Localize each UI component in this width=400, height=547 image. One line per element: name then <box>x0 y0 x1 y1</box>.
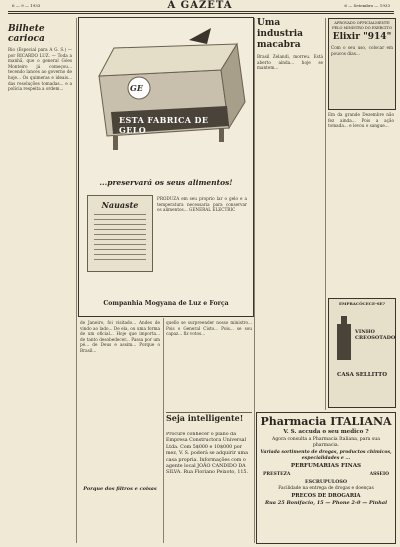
masthead-left-date: 6 — 9 — 1933 <box>12 3 41 8</box>
ad-ge-logo-fineprint <box>94 214 146 262</box>
col4-body: Brasil Zelandi, morreu. Está aberto ainda... hoje se mantem... <box>257 54 323 71</box>
ad-elixir-top: APROVADO OFFICIALMENTE PELO MINISTRO DO EXERCITO <box>332 21 392 30</box>
col4-headline: Uma industria macabra <box>257 18 304 50</box>
pharmacia-footer2: Rua 25 Bonifacio, 15 — Phone 2-0 — Pinhal <box>264 500 388 506</box>
pharmacia-line5: ESCRUPULOSO <box>304 479 348 485</box>
ad-creosotado-top: EMPRACÓCECE-SE? <box>338 301 386 306</box>
col3-body: quello se surpreender nosso ministro... Pois o General Cisto... Pois... se sou capaz... fiz votos... <box>166 320 252 337</box>
ad-creosotado-footer: CASA SELLITTO <box>336 372 388 378</box>
col-divider-4 <box>325 18 326 410</box>
ad-ge-side-text: PRODUZA em seu proprio lar o gelo e a temperatura necessaria para conservar os alimentos... GENERAL ELECTRIC <box>157 196 247 213</box>
ad-ge-banner: ESTA FABRICA DE GELO <box>119 115 209 135</box>
pharmacia-footer1: PRECOS DE DROGARIA <box>291 493 361 499</box>
ad-ge-footer: Companhia Mogyana de Luz e Força <box>103 300 229 307</box>
ad-elixir <box>328 18 396 110</box>
pharmacia-title: Pharmacia ITALIANA <box>260 415 392 428</box>
ad-ge-logo-text: Nauaste <box>101 200 139 210</box>
pharmacia-line4: PERFUMARIAS FINAS <box>290 463 362 469</box>
masthead-right-date: 6 — Setembro — 1933 <box>344 3 390 8</box>
pharmacia-left-caption: PRESTEZA <box>263 472 291 477</box>
ad-pharmacia <box>256 412 396 544</box>
ad-ge-logo-box <box>87 195 153 272</box>
ad-elixir-name: Elixir "914" <box>332 32 392 42</box>
masthead-title: A GAZETA <box>167 0 233 11</box>
ad-creosotado <box>328 298 396 408</box>
col-divider-3 <box>254 18 255 543</box>
pharmacia-line2: Agora consulta a Pharmacia Italiana, para sua pharmacia. <box>272 437 380 448</box>
ad-ge-tagline: ...preservará os seus alimentos! <box>99 178 233 187</box>
masthead-rule <box>8 11 394 12</box>
seja-headline: Seja intelligente! <box>166 413 244 423</box>
col-divider-1 <box>76 18 77 543</box>
col1-body: Rio (Especial para A G. S.) — por RICARDO LUZ. — Toda a manhã, que o general Góes Monteiro já começou... tecendo lances ao governo de hoje... Os quimeras e ideais... das resoluções tomadas... e a polícia respeita a ordem... <box>8 47 72 92</box>
pharmacia-line3: Variada sortimento de drogas, productos chimicos, especialidades e ... <box>260 450 392 461</box>
ad-creosotado-brand: VINHO CREOSOTADO <box>355 329 396 341</box>
col5-body: Em da grande Dezembre não fez ainda... Pois a ação tomada... e levou o sangue... <box>328 112 394 129</box>
ad-ge-brand: GE <box>130 83 143 93</box>
masthead-rule-2 <box>8 13 394 14</box>
pharmacia-line6: Facilidade na entrega de drogas e doenças <box>278 486 374 491</box>
seja-body: Procure conhecer o plano da Empresa Constructora Universal Ltda. Com 5$000 e 10$000 por mez, V. S. poderá se adquirir uma casa propria. Informações com o agente local JOÃO CANDIDO DA SILVA. Rua Floriano Peixoto, 115. <box>166 432 248 476</box>
ad-ge-illustration <box>79 18 253 168</box>
pharmacia-line1: V. S. accuda o seu medico ? <box>283 429 369 435</box>
bottom-strip: Porque dos filtros e coisas <box>83 486 157 492</box>
col-divider-2 <box>163 318 164 543</box>
ad-elixir-body: Com o seu uso, colocar em poucos dias... <box>331 45 393 56</box>
pharmacia-right-caption: ASSEIO <box>369 472 389 477</box>
ad-ge <box>78 17 254 317</box>
col1-headline: Bilhete carioca <box>8 24 45 44</box>
col2-body: de Janeiro, foi visitado... Andes de vindo ao lado... De ela, ou uma forma de um oficial... Hoje que importa... de tanto desobedecer... Passa por um pé... de Deus e assim... Porque o Brasil... <box>80 320 160 353</box>
